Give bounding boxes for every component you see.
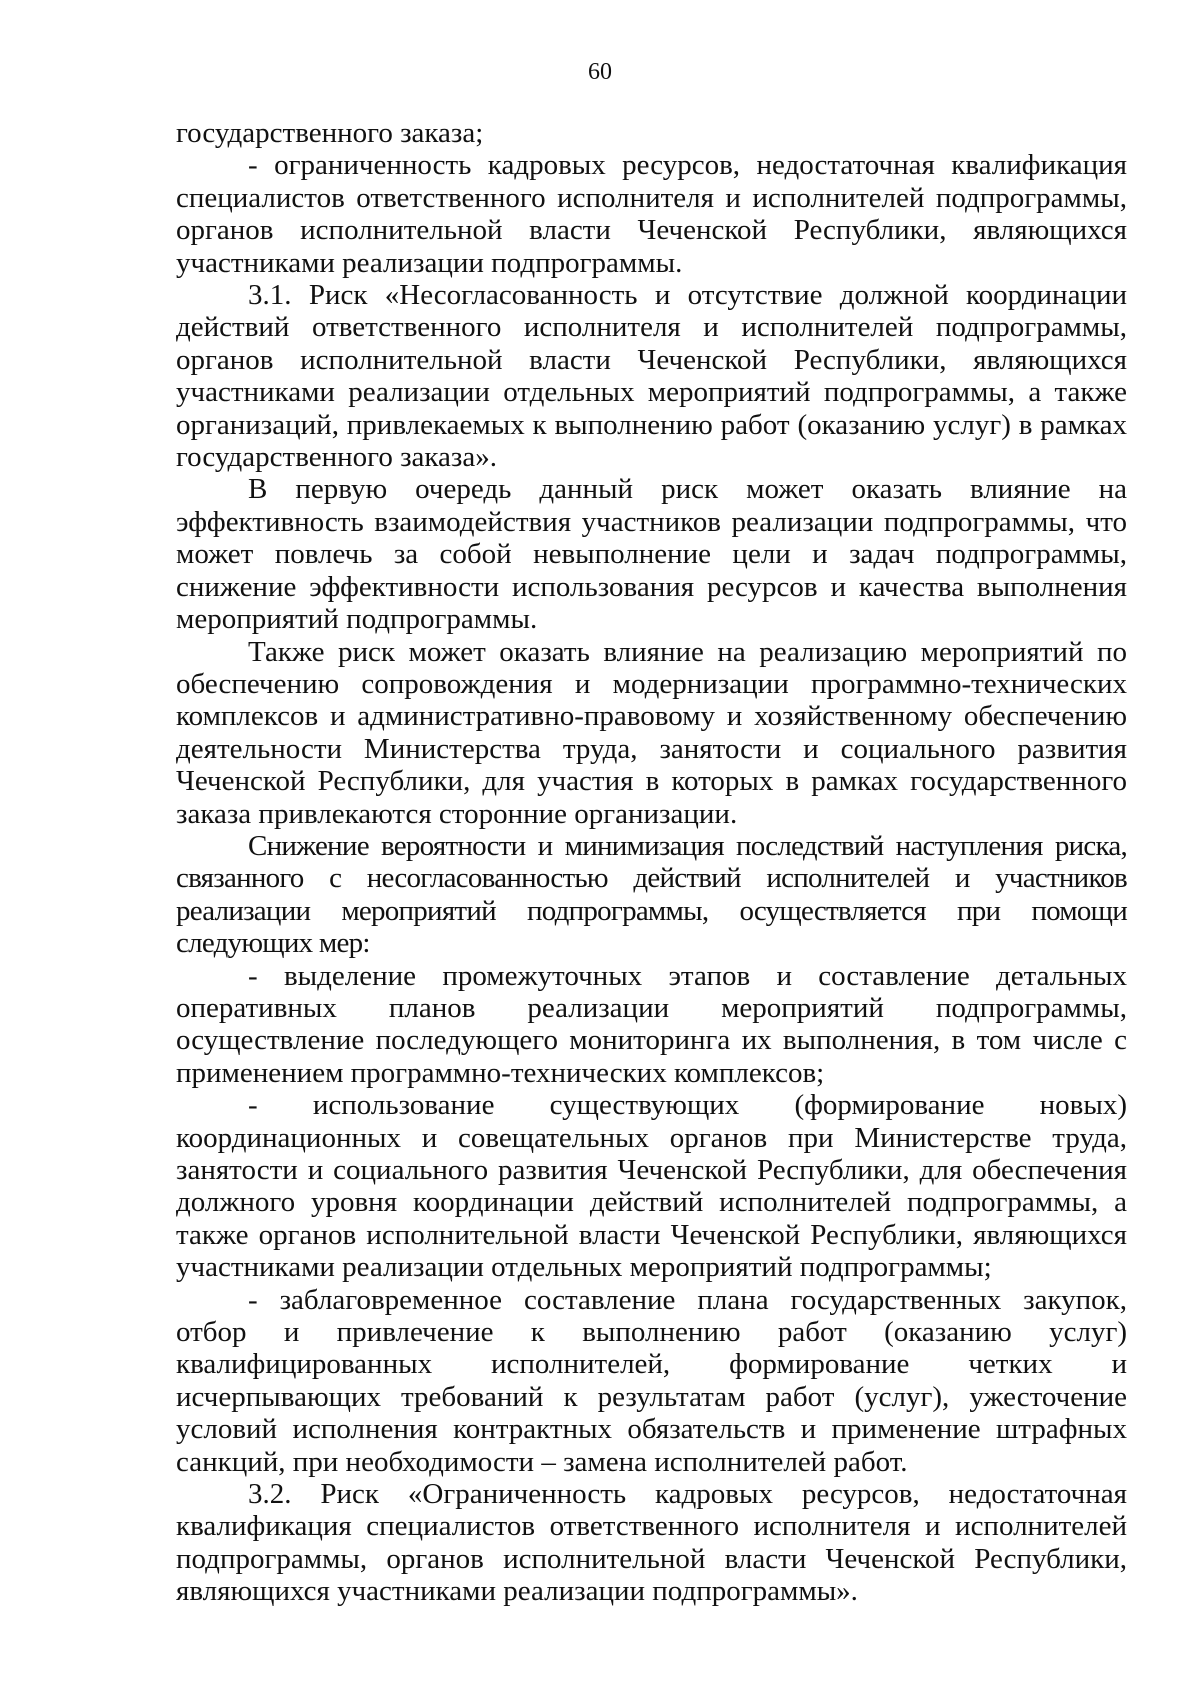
paragraph-risk-3-1-impact: В первую очередь данный риск может оказать влияние на эффективность взаимодействия участников реализации подпрограммы, что может повлечь за собой невыполнение цели и задач подпрограммы, снижение эффективности использования ресурсов и качества выполнения мероприятий подпрограммы. bbox=[176, 473, 1127, 636]
page-number: 60 bbox=[588, 59, 612, 85]
page-body bbox=[176, 117, 1127, 1608]
paragraph-risk-3-1-scope: Также риск может оказать влияние на реализацию мероприятий по обеспечению сопровождения и модернизации программно-технических комплексов и административно-правовому и хозяйственному обеспечению деятельности Министерства труда, занятости и социального развития Чеченской Республики, для участия в которых в рамках государственного заказа привлекаются сторонние организации. bbox=[176, 635, 1127, 830]
paragraph-mitigation-measure-2: - использование существующих (формирование новых) координационных и совещательных органов при Министерстве труда, занятости и социального развития Чеченской Республики, для обеспечения должного уровня координации действий исполнителей подпрограммы, а также органов исполнительной власти Чеченской Республики, являющихся участниками реализации отдельных мероприятий подпрограммы; bbox=[176, 1089, 1127, 1284]
paragraph-continuation: государственного заказа; bbox=[176, 117, 484, 149]
paragraph-mitigation-intro: Снижение вероятности и минимизация последствий наступления риска, связанного с несогласованностью действий исполнителей и участников реализации мероприятий подпрограммы, осуществляется при помощи следующих мер: bbox=[176, 829, 1127, 960]
paragraph-risk-3-2-heading: 3.2. Риск «Ограниченность кадровых ресурсов, недостаточная квалификация специалистов ответственного исполнителя и исполнителей подпрограммы, органов исполнительной власти Чеченской Республики, являющихся участниками реализации подпрограммы». bbox=[176, 1478, 1127, 1608]
paragraph-mitigation-measure-1: - выделение промежуточных этапов и составление детальных оперативных планов реализации мероприятий подпрограммы, осуществление последующего мониторинга их выполнения, в том числе с применением программно-технических комплексов; bbox=[176, 959, 1127, 1089]
paragraph-mitigation-measure-3: - заблаговременное составление плана государственных закупок, отбор и привлечение к выполнению работ (оказанию услуг) квалифицированных исполнителей, формирование четких и исчерпывающих требований к результатам работ (услуг), ужесточение условий исполнения контрактных обязательств и применение штрафных санкций, при необходимости – замена исполнителей работ. bbox=[176, 1283, 1127, 1478]
paragraph-risk-list-item: - ограниченность кадровых ресурсов, недостаточная квалификация специалистов ответственного исполнителя и исполнителей подпрограммы, органов исполнительной власти Чеченской Республики, являющихся участниками реализации подпрограммы. bbox=[176, 149, 1127, 279]
paragraph-risk-3-1-heading: 3.1. Риск «Несогласованность и отсутствие должной координации действий ответственного исполнителя и исполнителей подпрограммы, органов исполнительной власти Чеченской Республики, являющихся участниками реализации отдельных мероприятий подпрограммы, а также организаций, привлекаемых к выполнению работ (оказанию услуг) в рамках государственного заказа». bbox=[176, 279, 1127, 474]
